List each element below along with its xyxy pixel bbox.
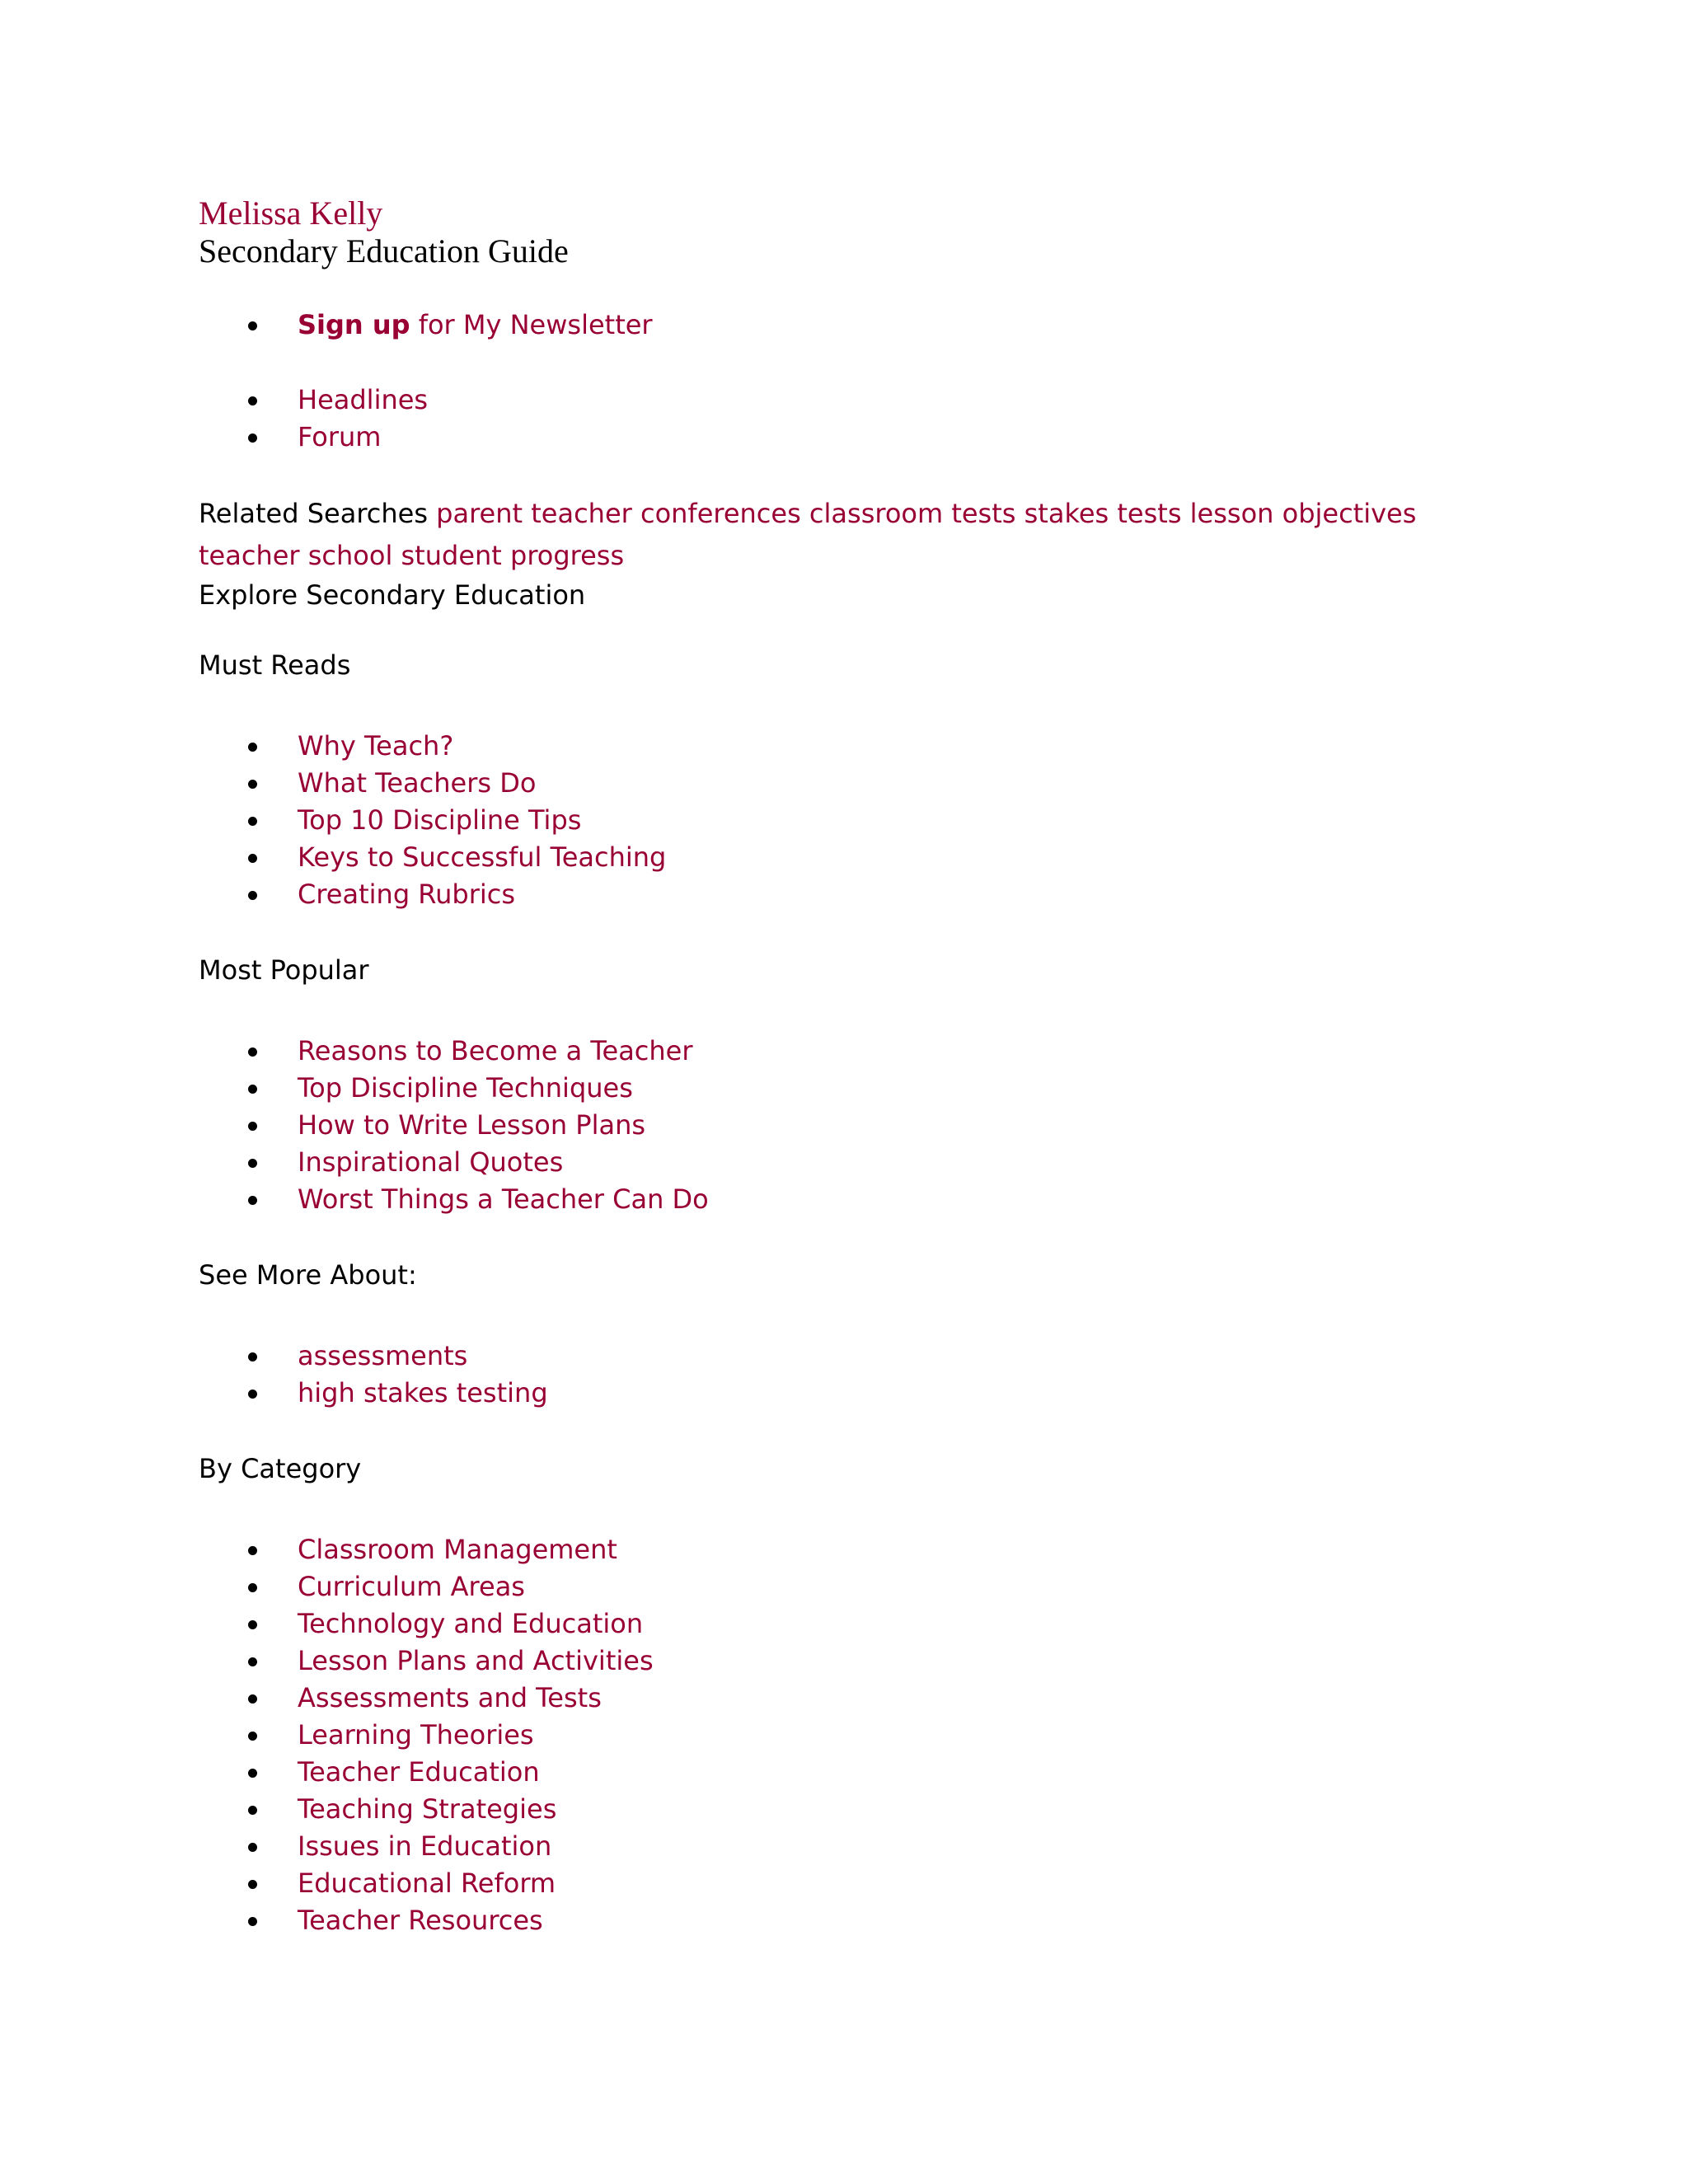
must-read-link[interactable]: Creating Rubrics bbox=[298, 879, 515, 910]
bullet-icon bbox=[248, 854, 257, 863]
list-item[interactable] bbox=[199, 1791, 1484, 1828]
category-link[interactable]: Learning Theories bbox=[298, 1719, 534, 1750]
bullet-icon bbox=[248, 1546, 257, 1555]
related-link[interactable]: teacher school bbox=[199, 540, 393, 571]
bullet-icon bbox=[248, 396, 257, 405]
must-read-link[interactable]: What Teachers Do bbox=[298, 767, 537, 799]
bullet-icon bbox=[248, 1390, 257, 1399]
category-link[interactable]: Technology and Education bbox=[298, 1608, 644, 1639]
bullet-icon bbox=[248, 1583, 257, 1592]
related-link[interactable]: classroom tests bbox=[809, 498, 1016, 529]
by-category-heading: By Category bbox=[199, 1453, 362, 1484]
list-item[interactable] bbox=[199, 1680, 1484, 1717]
list-item[interactable] bbox=[199, 728, 1484, 765]
list-item[interactable] bbox=[199, 1144, 1484, 1181]
bullet-icon bbox=[248, 1085, 257, 1094]
list-item[interactable] bbox=[199, 1902, 1484, 1939]
see-more-heading: See More About: bbox=[199, 1259, 417, 1291]
bullet-icon bbox=[248, 743, 257, 752]
see-more-link[interactable]: assessments bbox=[298, 1340, 468, 1371]
nav-headlines-link[interactable]: Headlines bbox=[298, 384, 429, 415]
list-item[interactable] bbox=[199, 1605, 1484, 1643]
list-item[interactable] bbox=[199, 1828, 1484, 1865]
category-link[interactable]: Lesson Plans and Activities bbox=[298, 1645, 654, 1676]
list-item[interactable] bbox=[199, 876, 1484, 913]
related-link[interactable]: student progress bbox=[401, 540, 625, 571]
popular-link[interactable]: Inspirational Quotes bbox=[298, 1146, 564, 1178]
most-popular-list bbox=[199, 1033, 1484, 1218]
list-item[interactable] bbox=[199, 1070, 1484, 1107]
bullet-icon bbox=[248, 1843, 257, 1852]
category-link[interactable]: Assessments and Tests bbox=[298, 1682, 602, 1713]
category-link[interactable]: Curriculum Areas bbox=[298, 1571, 525, 1602]
author-name[interactable]: Melissa Kelly bbox=[199, 194, 383, 232]
must-read-link[interactable]: Keys to Successful Teaching bbox=[298, 841, 667, 873]
guide-title: Secondary Education Guide bbox=[199, 232, 569, 269]
bullet-icon bbox=[248, 1694, 257, 1704]
related-link[interactable]: parent teacher conferences bbox=[436, 498, 801, 529]
nav-forum-link[interactable]: Forum bbox=[298, 421, 382, 452]
content bbox=[199, 194, 1484, 1939]
category-link[interactable]: Issues in Education bbox=[298, 1830, 552, 1862]
popular-link[interactable]: Worst Things a Teacher Can Do bbox=[298, 1183, 709, 1215]
list-item[interactable] bbox=[199, 1568, 1484, 1605]
list-item[interactable] bbox=[199, 802, 1484, 839]
list-item[interactable] bbox=[199, 765, 1484, 802]
bullet-icon bbox=[248, 434, 257, 443]
bullet-icon bbox=[248, 1880, 257, 1889]
list-item[interactable] bbox=[199, 1375, 1484, 1412]
list-item[interactable] bbox=[199, 419, 1484, 456]
category-link[interactable]: Teacher Resources bbox=[298, 1905, 543, 1936]
related-searches-label: Related Searches bbox=[199, 498, 437, 529]
bullet-icon bbox=[248, 1159, 257, 1168]
popular-link[interactable]: How to Write Lesson Plans bbox=[298, 1109, 646, 1141]
must-read-link[interactable]: Why Teach? bbox=[298, 730, 454, 762]
bullet-icon bbox=[248, 1657, 257, 1666]
must-reads-heading: Must Reads bbox=[199, 649, 351, 681]
category-link[interactable]: Educational Reform bbox=[298, 1868, 556, 1899]
list-item[interactable] bbox=[199, 1107, 1484, 1144]
bullet-icon bbox=[248, 321, 257, 330]
bullet-icon bbox=[248, 1917, 257, 1926]
see-more-link[interactable]: high stakes testing bbox=[298, 1377, 548, 1408]
bullet-icon bbox=[248, 780, 257, 789]
popular-link[interactable]: Top Discipline Techniques bbox=[298, 1072, 633, 1104]
list-item[interactable] bbox=[199, 1033, 1484, 1070]
nav-list bbox=[199, 382, 1484, 456]
must-reads-list bbox=[199, 728, 1484, 913]
bullet-icon bbox=[248, 1122, 257, 1131]
related-link[interactable]: stakes tests bbox=[1024, 498, 1182, 529]
newsletter-list bbox=[199, 307, 1484, 344]
newsletter-link-rest[interactable]: for My Newsletter bbox=[410, 309, 653, 340]
list-item[interactable] bbox=[199, 1531, 1484, 1568]
related-link[interactable]: lesson objectives bbox=[1189, 498, 1417, 529]
list-item[interactable] bbox=[199, 1717, 1484, 1754]
bullet-icon bbox=[248, 1732, 257, 1741]
list-item[interactable] bbox=[199, 1865, 1484, 1902]
list-item[interactable] bbox=[199, 1338, 1484, 1375]
related-searches bbox=[199, 493, 1460, 577]
list-item[interactable] bbox=[199, 307, 1484, 344]
bullet-icon bbox=[248, 1047, 257, 1057]
bullet-icon bbox=[248, 1620, 257, 1629]
bullet-icon bbox=[248, 891, 257, 900]
bullet-icon bbox=[248, 1196, 257, 1205]
explore-heading: Explore Secondary Education bbox=[199, 579, 586, 611]
bullet-icon bbox=[248, 1352, 257, 1361]
list-item[interactable] bbox=[199, 1754, 1484, 1791]
category-link[interactable]: Teaching Strategies bbox=[298, 1793, 557, 1825]
list-item[interactable] bbox=[199, 1181, 1484, 1218]
popular-link[interactable]: Reasons to Become a Teacher bbox=[298, 1035, 693, 1066]
bullet-icon bbox=[248, 817, 257, 826]
list-item[interactable] bbox=[199, 1643, 1484, 1680]
most-popular-heading: Most Popular bbox=[199, 954, 369, 986]
category-link[interactable]: Classroom Management bbox=[298, 1534, 617, 1565]
must-read-link[interactable]: Top 10 Discipline Tips bbox=[298, 804, 582, 836]
bullet-icon bbox=[248, 1806, 257, 1815]
list-item[interactable] bbox=[199, 382, 1484, 419]
bullet-icon bbox=[248, 1769, 257, 1778]
newsletter-signup-link[interactable]: Sign up bbox=[298, 309, 410, 340]
category-link[interactable]: Teacher Education bbox=[298, 1756, 540, 1788]
list-item[interactable] bbox=[199, 839, 1484, 876]
see-more-list bbox=[199, 1338, 1484, 1412]
category-list bbox=[199, 1531, 1484, 1939]
